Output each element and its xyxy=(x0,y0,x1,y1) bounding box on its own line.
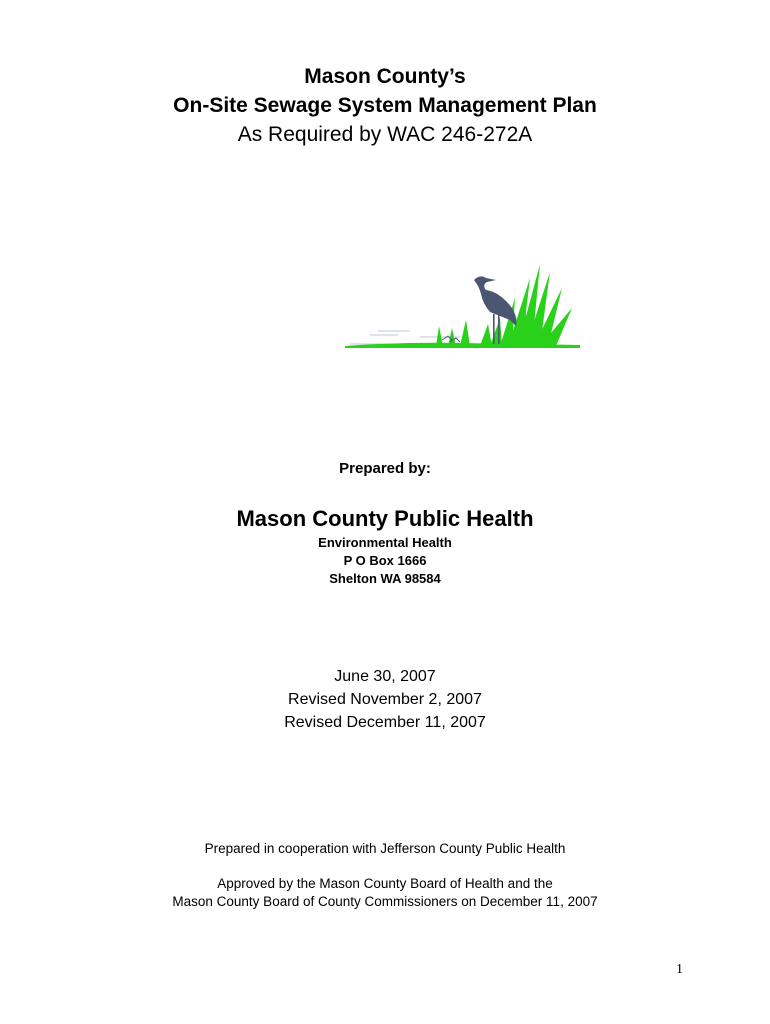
water-lines xyxy=(350,331,460,344)
date-revised-1: Revised November 2, 2007 xyxy=(288,691,482,708)
organization-name: Mason County Public Health xyxy=(236,506,534,531)
approval-line-2: Mason County Board of County Commissioners on December 11, 2007 xyxy=(172,894,598,909)
page-number: 1 xyxy=(676,962,683,977)
address-line-1: Environmental Health xyxy=(318,535,452,550)
title-line-2: On-Site Sewage System Management Plan xyxy=(173,94,597,117)
approval-line-1: Approved by the Mason County Board of Health and the xyxy=(217,876,553,891)
title-line-3: As Required by WAC 246-272A xyxy=(237,123,533,146)
date-revised-2: Revised December 11, 2007 xyxy=(284,714,486,731)
date-original: June 30, 2007 xyxy=(334,668,436,685)
cooperation-statement: Prepared in cooperation with Jefferson County Public Health xyxy=(204,841,566,856)
heron-wetland-logo-icon xyxy=(340,258,585,353)
title-line-1: Mason County’s xyxy=(304,65,466,88)
address-line-3: Shelton WA 98584 xyxy=(329,571,441,586)
address-line-2: P O Box 1666 xyxy=(343,553,427,568)
prepared-by-label: Prepared by: xyxy=(339,460,431,477)
